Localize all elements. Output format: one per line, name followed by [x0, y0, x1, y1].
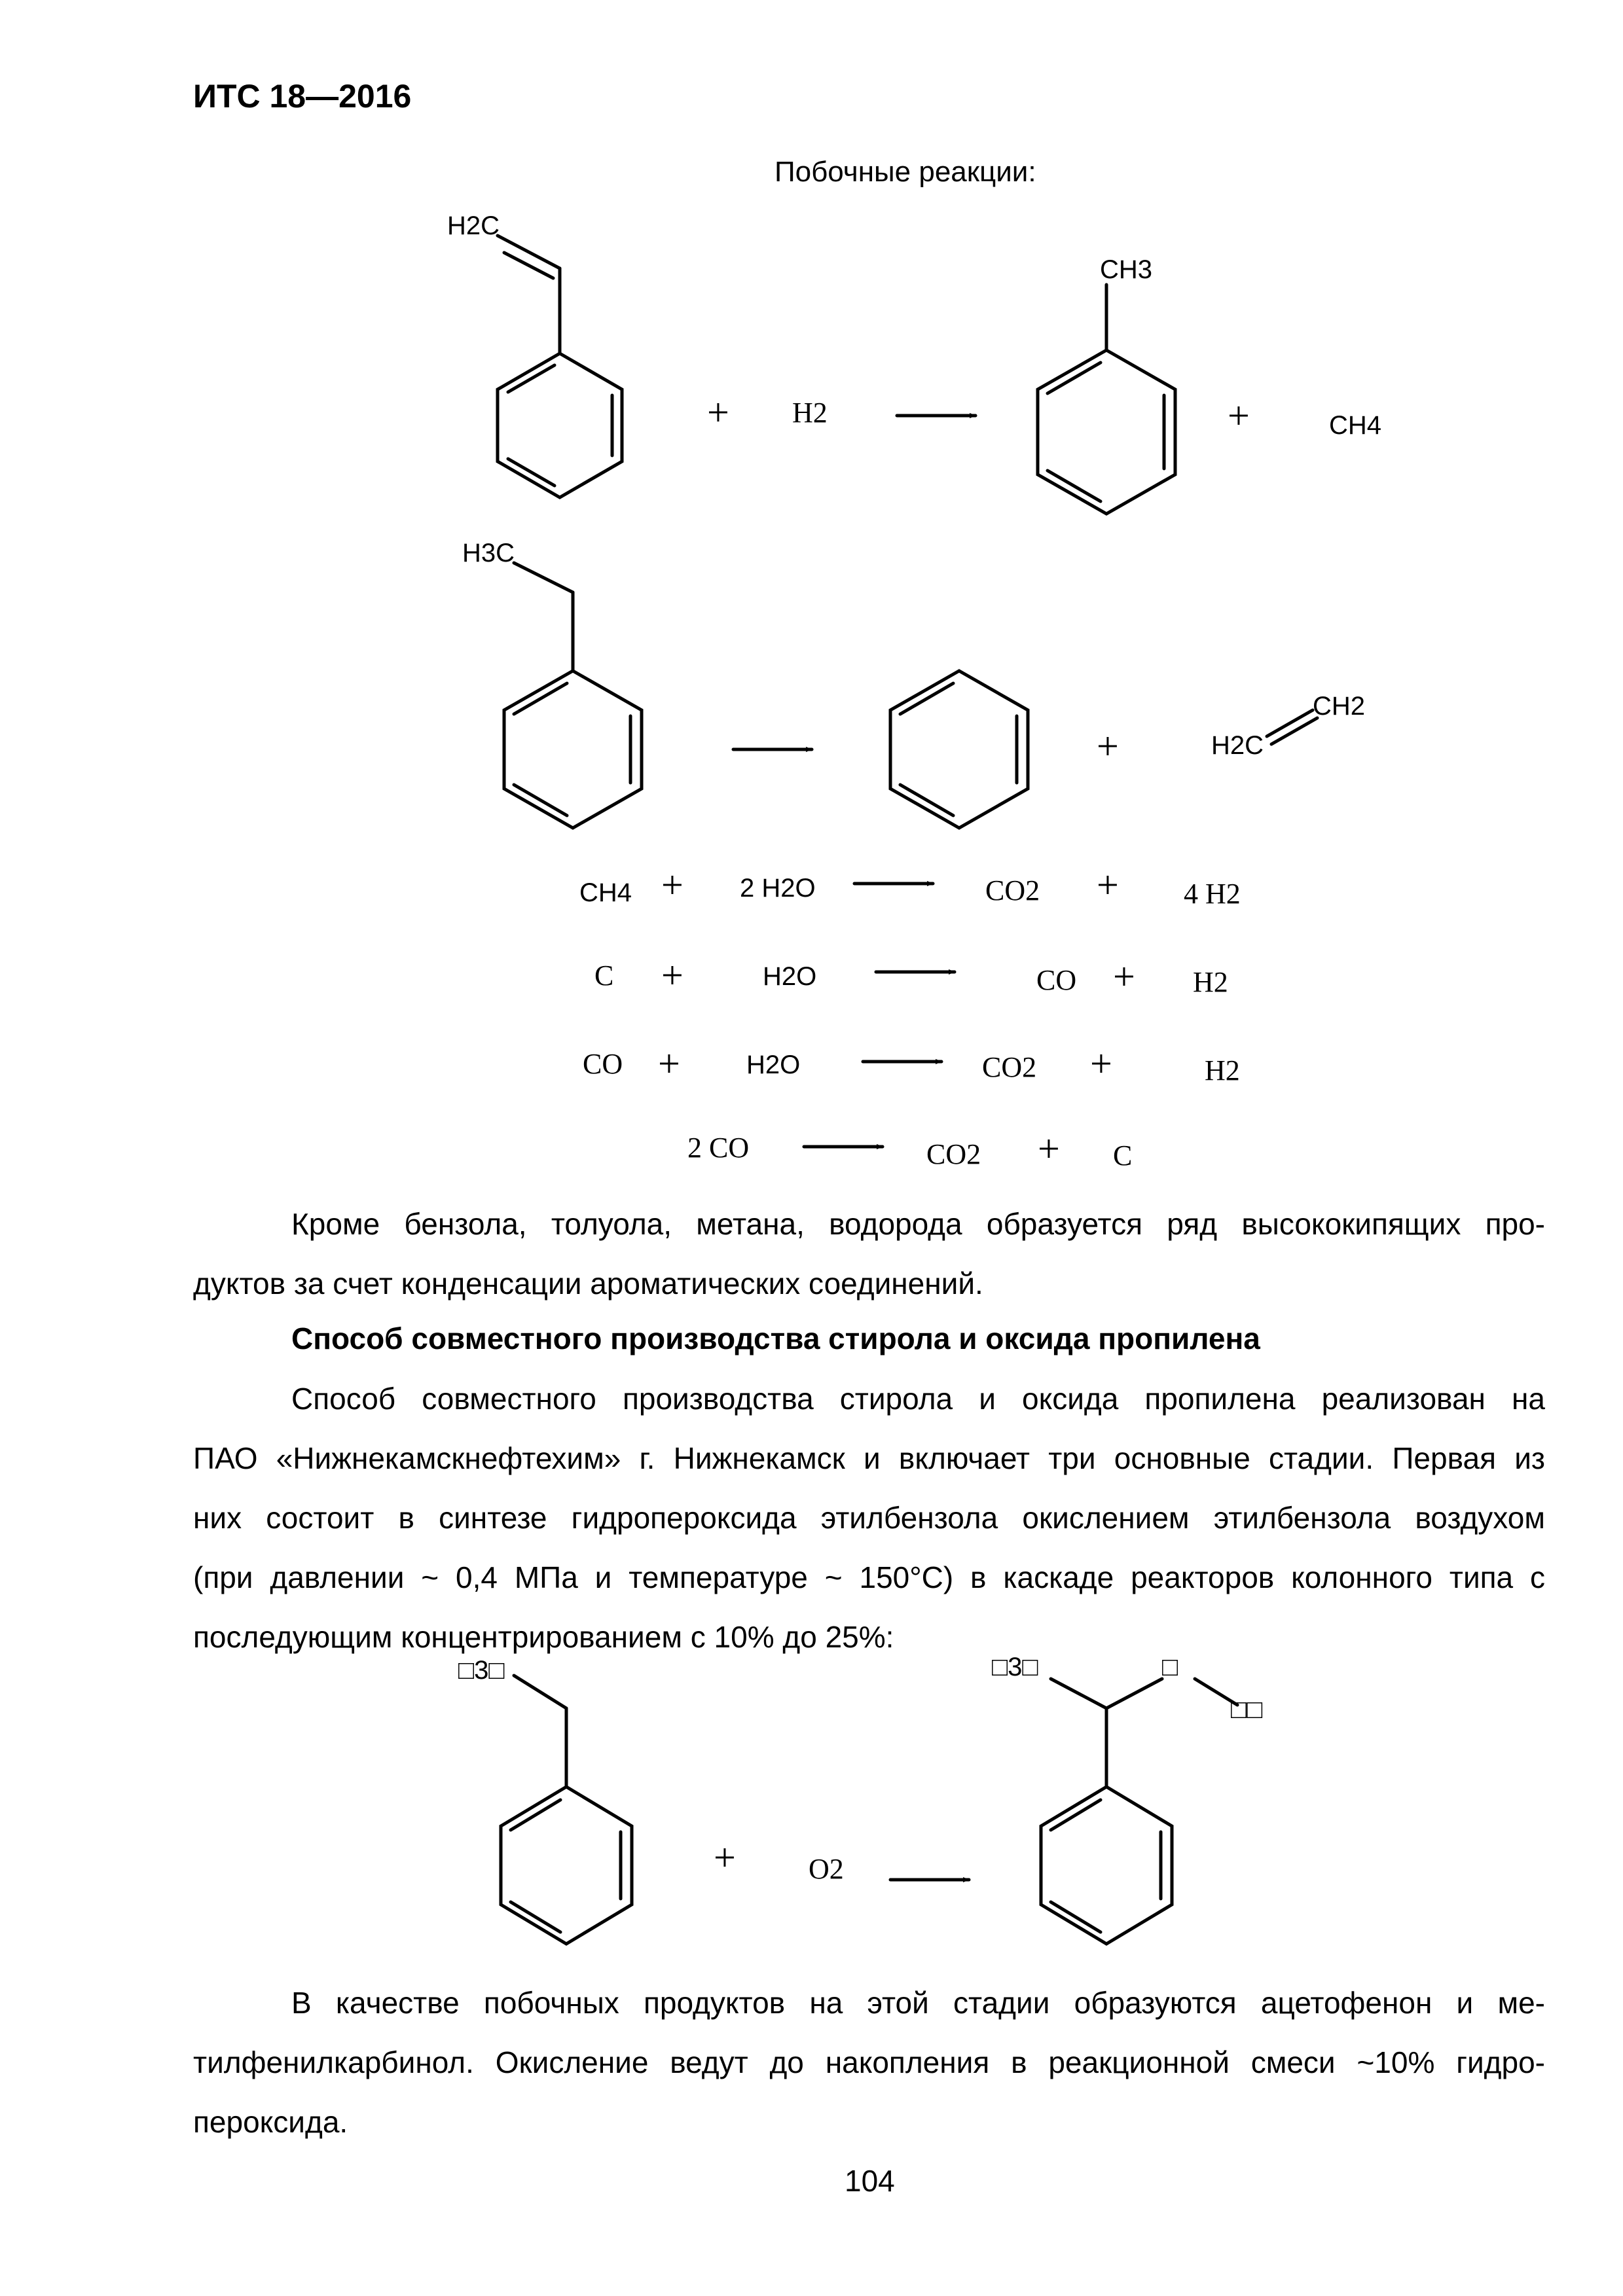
ethyl-group-label: H3C: [462, 539, 515, 567]
plus-sign: +: [707, 391, 729, 434]
plus-sign: +: [658, 1042, 680, 1085]
eq2-product-d: H2: [1193, 966, 1228, 998]
hydroperoxide-o2-label: □□: [1231, 1695, 1263, 1724]
side-reactions-title: Побочные реакции:: [775, 156, 1036, 188]
hydroperoxide-methyl-label: □3□: [992, 1653, 1038, 1681]
oxygen-label: O2: [809, 1853, 844, 1885]
benzene-structure: [890, 671, 1028, 828]
eq3-reactant-a: CO: [583, 1048, 623, 1080]
oxidation-reactant-group: □3□: [458, 1656, 505, 1685]
ethylene-ch2-label: CH2: [1313, 692, 1366, 721]
vinyl-group-label: H2C: [447, 211, 500, 240]
eq4-reactant-a: 2 CO: [687, 1132, 750, 1164]
eq4-product-d: C: [1113, 1139, 1133, 1172]
paragraph-1: Кроме бензола, толуола, метана, водорода образуется ряд высококипящих про- дуктов за счет конденсации ароматических соединений.: [193, 1207, 1545, 1300]
plus-sign: +: [714, 1836, 736, 1879]
eq3-reactant-b: H2O: [746, 1050, 801, 1079]
plus-sign: +: [1228, 394, 1250, 437]
paragraph-3: В качестве побочных продуктов на этой стадии образуются ацетофенон и ме- тилфенилкарбинол. Окисление ведут до накопления в реакционной смеси ~10% гидро- пероксида.: [193, 1986, 1545, 2139]
plus-sign: +: [661, 954, 684, 997]
eq3-product-d: H2: [1205, 1054, 1240, 1086]
eq1-reactant-b: 2 H2O: [740, 874, 816, 903]
eq1-product-d: 4 H2: [1184, 878, 1241, 910]
eq4-product-c: CO2: [926, 1138, 981, 1170]
ethylene-bond: [1267, 710, 1317, 744]
plus-sign: +: [1038, 1127, 1060, 1170]
ethylene-h2c-label: H2C: [1211, 731, 1264, 760]
plus-sign: +: [1113, 955, 1135, 998]
paragraph-2: Способ совместного производства стирола и оксида пропилена реализован на ПАО «Нижнекамскнефтехим» г. Нижнекамск и включает три основные стадии. Первая из них состоит в синтезе гидропероксида этилбензола окислением этилбензола воздухом (при давлении ~ 0,4 МПа и температуре ~ 150°С) в каскаде реакторов колонного типа с последующим концентрированием с 10% до 25%:: [193, 1382, 1545, 1654]
plus-sign: +: [1090, 1042, 1112, 1085]
eq3-product-c: CO2: [982, 1051, 1037, 1083]
plus-sign: +: [1097, 725, 1119, 768]
ethylbenzene-structure: [504, 563, 642, 828]
hydrogen-label: H2: [792, 397, 828, 429]
section-title: Способ совместного производства стирола и оксида пропилена: [291, 1321, 1260, 1355]
hydroperoxide-o1-label: □: [1162, 1653, 1178, 1681]
plus-sign: +: [661, 863, 684, 906]
methyl-group-label: CH3: [1100, 255, 1153, 284]
ethylbenzene-structure-2: [501, 1676, 632, 1944]
eq2-product-c: CO: [1036, 964, 1077, 996]
hydroperoxide-structure: [1041, 1679, 1237, 1944]
eq2-reactant-b: H2O: [763, 962, 817, 991]
eq2-reactant-a: C: [594, 960, 614, 992]
toluene-structure: [1038, 285, 1175, 514]
eq1-product-c: CO2: [985, 874, 1040, 906]
eq1-reactant-a: CH4: [579, 878, 632, 907]
styrene-structure: [498, 236, 622, 497]
page-number: 104: [845, 2164, 895, 2198]
plus-sign: +: [1097, 863, 1119, 906]
methane-label: CH4: [1329, 411, 1382, 440]
doc-header: ИТС 18—2016: [193, 78, 412, 115]
